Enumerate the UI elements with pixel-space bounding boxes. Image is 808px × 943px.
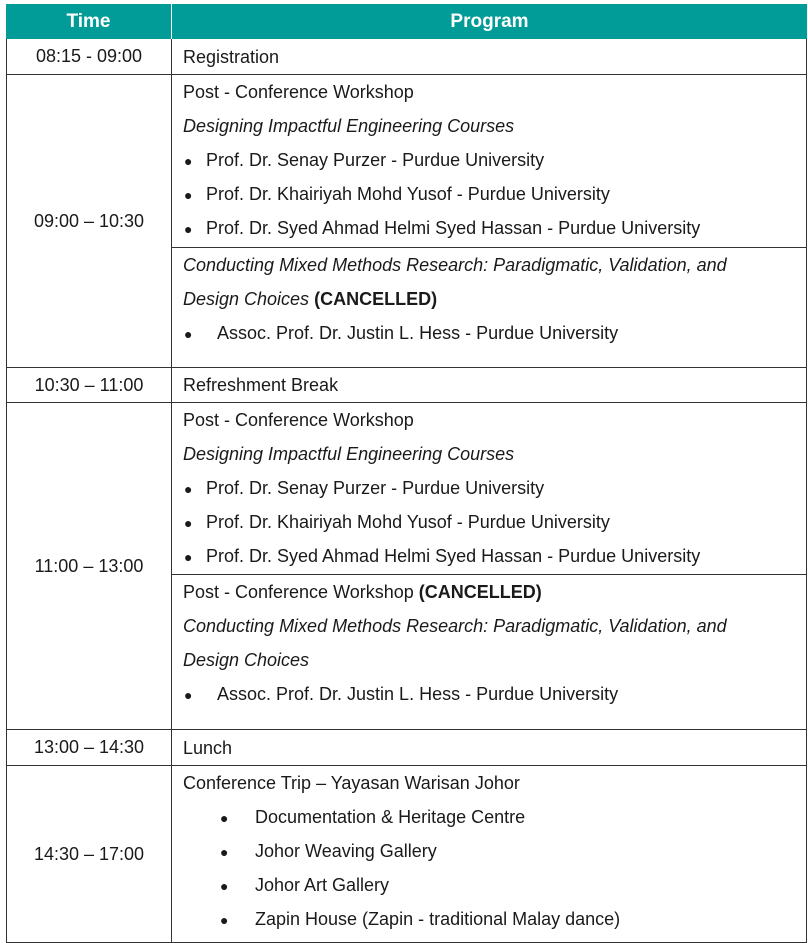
bullet-icon: ● — [184, 515, 193, 531]
speaker-item — [172, 211, 806, 245]
bullet-icon: ● — [220, 912, 229, 928]
trip-item — [172, 834, 806, 868]
trip-item-label: Zapin House (Zapin - traditional Malay dance) — [255, 909, 621, 929]
trip-item — [172, 868, 806, 902]
workshop-block — [172, 403, 806, 575]
workshop-title-end: Design Choices — [183, 650, 310, 670]
status-cancelled: (CANCELLED) — [418, 582, 542, 602]
speaker-name: Assoc. Prof. Dr. Justin L. Hess - Purdue University — [217, 323, 619, 343]
workshop-title: Designing Impactful Engineering Courses — [183, 444, 515, 464]
row-time: 14:30 – 17:00 — [6, 766, 172, 943]
speaker-item — [172, 143, 806, 177]
row-time: 09:00 – 10:30 — [6, 75, 172, 368]
speaker-item — [172, 505, 806, 539]
bullet-icon: ● — [184, 221, 193, 237]
workshop-kind: Post - Conference Workshop — [183, 410, 414, 430]
speaker-item — [172, 539, 806, 573]
trip-item-label: Johor Weaving Gallery — [255, 841, 437, 861]
speaker-name: Prof. Dr. Khairiyah Mohd Yusof - Purdue University — [206, 512, 610, 532]
workshop-kind — [172, 575, 806, 609]
workshop-title-end: Design Choices — [183, 289, 310, 309]
schedule-table — [6, 4, 807, 943]
trip-item-label: Johor Art Gallery — [255, 875, 390, 895]
workshop-title — [172, 282, 806, 316]
bullet-icon: ● — [184, 187, 193, 203]
bullet-icon: ● — [184, 326, 193, 342]
row-program — [172, 39, 807, 75]
trip-item — [172, 902, 806, 936]
bullet-icon: ● — [220, 810, 229, 826]
workshop-kind: Post - Conference Workshop — [183, 82, 414, 102]
row-program — [172, 403, 807, 730]
workshop-kind-text: Post - Conference Workshop — [183, 582, 414, 602]
speaker-name: Prof. Dr. Senay Purzer - Purdue University — [206, 478, 545, 498]
row-time: 10:30 – 11:00 — [6, 368, 172, 403]
speaker-item — [172, 177, 806, 211]
bullet-icon: ● — [184, 687, 193, 703]
program-text: Registration — [183, 46, 280, 67]
trip-title: Conference Trip – Yayasan Warisan Johor — [183, 773, 520, 793]
workshop-title: Conducting Mixed Methods Research: Paradigmatic, Validation, and — [183, 616, 727, 636]
bullet-icon: ● — [220, 844, 229, 860]
header-program: Program — [172, 4, 807, 39]
speaker-name: Prof. Dr. Senay Purzer - Purdue University — [206, 150, 545, 170]
speaker-name: Prof. Dr. Syed Ahmad Helmi Syed Hassan - Purdue University — [206, 218, 701, 238]
row-time: 13:00 – 14:30 — [6, 730, 172, 766]
row-program — [172, 368, 807, 403]
row-program — [172, 730, 807, 766]
speaker-name: Prof. Dr. Khairiyah Mohd Yusof - Purdue University — [206, 184, 610, 204]
workshop-block — [172, 75, 806, 248]
bullet-icon: ● — [184, 549, 193, 565]
row-time: 11:00 – 13:00 — [6, 403, 172, 730]
trip-item-label: Documentation & Heritage Centre — [255, 807, 526, 827]
workshop-title: Conducting Mixed Methods Research: Paradigmatic, Validation, and — [183, 255, 727, 275]
row-program — [172, 75, 807, 368]
bullet-icon: ● — [220, 878, 229, 894]
bullet-icon: ● — [184, 153, 193, 169]
workshop-title: Designing Impactful Engineering Courses — [183, 116, 515, 136]
program-text: Refreshment Break — [183, 375, 339, 395]
program-text: Lunch — [183, 737, 233, 758]
header-time: Time — [6, 4, 172, 39]
speaker-item — [172, 471, 806, 505]
trip-item — [172, 800, 806, 834]
row-program — [172, 766, 807, 943]
status-cancelled: (CANCELLED) — [314, 289, 438, 309]
row-time: 08:15 - 09:00 — [6, 39, 172, 75]
workshop-block — [172, 248, 806, 350]
bullet-icon: ● — [184, 481, 193, 497]
speaker-item — [172, 316, 806, 350]
speaker-name: Prof. Dr. Syed Ahmad Helmi Syed Hassan - Purdue University — [206, 546, 701, 566]
workshop-block — [172, 575, 806, 711]
speaker-name: Assoc. Prof. Dr. Justin L. Hess - Purdue University — [217, 684, 619, 704]
speaker-item — [172, 677, 806, 711]
